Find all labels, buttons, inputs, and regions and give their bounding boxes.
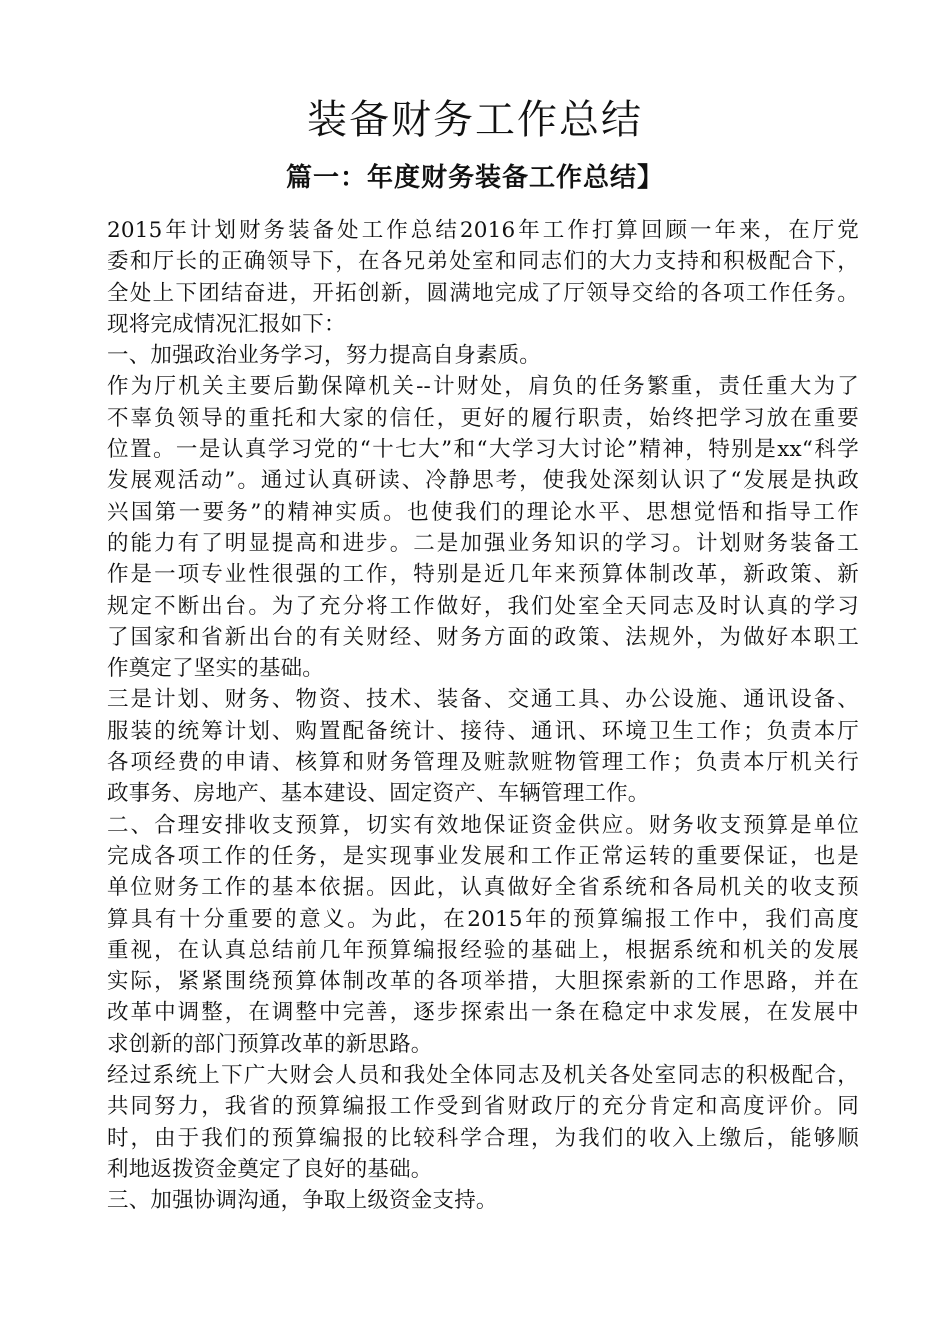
text-line: 单位财务工作的基本依据。因此，认真做好全省系统和各局机关的收支预 bbox=[107, 875, 859, 901]
text-line: 发展观活动”。通过认真研读、冷静思考，使我处深刻认识了“发展是执政 bbox=[107, 468, 859, 494]
text-line: 改革中调整，在调整中完善，逐步探索出一条在稳定中求发展，在发展中 bbox=[107, 1000, 859, 1026]
document-title: 装备财务工作总结 bbox=[307, 97, 643, 143]
text-line: 作为厅机关主要后勤保障机关--计财处，肩负的任务繁重，责任重大为了 bbox=[107, 374, 859, 400]
text-line: 位置。一是认真学习党的“十七大”和“大学习大讨论”精神，特别是xx“科学 bbox=[107, 437, 859, 463]
text-line: 2015年计划财务装备处工作总结2016年工作打算回顾一年来，在厅党 bbox=[107, 218, 859, 243]
text-line: 各项经费的申请、核算和财务管理及赃款赃物管理工作；负责本厅机关行 bbox=[107, 750, 859, 776]
text-line: 现将完成情况汇报如下： bbox=[107, 311, 346, 337]
text-line: 三、加强协调沟通，争取上级资金支持。 bbox=[107, 1188, 498, 1214]
text-line: 政事务、房地产、基本建设、固定资产、车辆管理工作。 bbox=[107, 781, 650, 807]
text-line: 兴国第一要务”的精神实质。也使我们的理论水平、思想觉悟和指导工作 bbox=[107, 499, 859, 525]
text-line: 时，由于我们的预算编报的比较科学合理，为我们的收入上缴后，能够顺 bbox=[107, 1125, 859, 1151]
document-subtitle: 篇一：年度财务装备工作总结】 bbox=[285, 163, 664, 193]
text-line: 全处上下团结奋进，开拓创新，圆满地完成了厅领导交给的各项工作任务。 bbox=[107, 280, 859, 306]
text-line: 利地返拨资金奠定了良好的基础。 bbox=[107, 1156, 433, 1182]
text-line: 作是一项专业性很强的工作，特别是近几年来预算体制改革，新政策、新 bbox=[107, 562, 859, 588]
text-line: 三是计划、财务、物资、技术、装备、交通工具、办公设施、通讯设备、 bbox=[107, 687, 859, 713]
text-line: 经过系统上下广大财会人员和我处全体同志及机关各处室同志的积极配合， bbox=[107, 1063, 859, 1089]
text-line: 完成各项工作的任务，是实现事业发展和工作正常运转的重要保证，也是 bbox=[107, 843, 859, 869]
text-line: 一、加强政治业务学习，努力提高自身素质。 bbox=[107, 343, 542, 369]
text-line: 规定不断出台。为了充分将工作做好，我们处室全天同志及时认真的学习 bbox=[107, 593, 859, 619]
text-line: 重视，在认真总结前几年预算编报经验的基础上，根据系统和机关的发展 bbox=[107, 937, 859, 963]
text-line: 委和厅长的正确领导下，在各兄弟处室和同志们的大力支持和积极配合下， bbox=[107, 249, 859, 275]
text-line: 不辜负领导的重托和大家的信任，更好的履行职责，始终把学习放在重要 bbox=[107, 405, 859, 431]
text-line: 二、合理安排收支预算，切实有效地保证资金供应。财务收支预算是单位 bbox=[107, 812, 859, 838]
text-line: 的能力有了明显提高和进步。二是加强业务知识的学习。计划财务装备工 bbox=[107, 530, 859, 556]
document-body bbox=[107, 215, 859, 1217]
text-line: 求创新的部门预算改革的新思路。 bbox=[107, 1031, 433, 1057]
text-line: 作奠定了坚实的基础。 bbox=[107, 656, 325, 682]
text-line: 了国家和省新出台的有关财经、财务方面的政策、法规外，为做好本职工 bbox=[107, 624, 859, 650]
text-line: 算具有十分重要的意义。为此，在2015年的预算编报工作中，我们高度 bbox=[107, 906, 859, 932]
text-line: 共同努力，我省的预算编报工作受到省财政厅的充分肯定和高度评价。同 bbox=[107, 1094, 859, 1120]
text-line: 服装的统筹计划、购置配备统计、接待、通讯、环境卫生工作；负责本厅 bbox=[107, 718, 859, 744]
text-line: 实际，紧紧围绕预算体制改革的各项举措，大胆探索新的工作思路，并在 bbox=[107, 969, 859, 995]
